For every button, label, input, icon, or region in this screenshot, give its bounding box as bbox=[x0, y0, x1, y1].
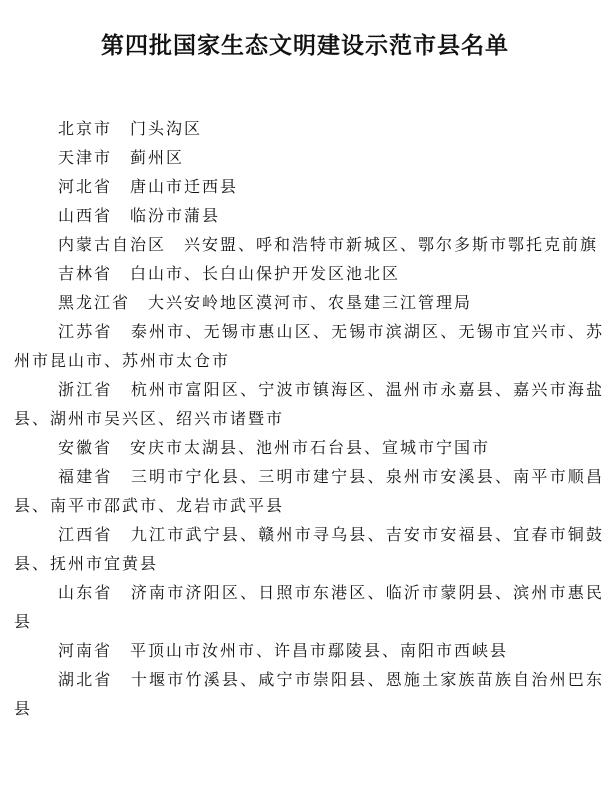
place-names: 安庆市太湖县、池州市石台县、宣城市宁国市 bbox=[130, 438, 491, 457]
list-item bbox=[14, 230, 604, 259]
region-name: 北京市 bbox=[58, 119, 113, 138]
list-item bbox=[14, 259, 604, 288]
place-names: 济南市济阳区、日照市东港区、临沂市蒙阴县、滨州市惠民县 bbox=[14, 583, 604, 631]
place-names: 杭州市富阳区、宁波市镇海区、温州市永嘉县、嘉兴市海盐县、湖州市吴兴区、绍兴市诸暨市 bbox=[14, 380, 604, 428]
list-item bbox=[14, 172, 604, 201]
list-item bbox=[14, 665, 604, 723]
region-name: 江苏省 bbox=[58, 322, 113, 341]
place-names: 大兴安岭地区漠河市、农垦建三江管理局 bbox=[148, 293, 473, 312]
place-names: 兴安盟、呼和浩特市新城区、鄂尔多斯市鄂托克前旗 bbox=[184, 235, 599, 254]
region-name: 黑龙江省 bbox=[58, 293, 131, 312]
list-item bbox=[14, 433, 604, 462]
place-names: 蓟州区 bbox=[130, 148, 185, 167]
region-name: 山西省 bbox=[58, 206, 113, 225]
region-name: 福建省 bbox=[58, 467, 113, 486]
list-item bbox=[14, 114, 604, 143]
entry-list bbox=[14, 114, 604, 723]
region-name: 山东省 bbox=[58, 583, 113, 602]
region-name: 天津市 bbox=[58, 148, 113, 167]
region-name: 河北省 bbox=[58, 177, 113, 196]
list-item bbox=[14, 317, 604, 375]
place-names: 临汾市蒲县 bbox=[130, 206, 221, 225]
region-name: 吉林省 bbox=[58, 264, 113, 283]
place-names: 白山市、长白山保护开发区池北区 bbox=[130, 264, 401, 283]
document-title: 第四批国家生态文明建设示范市县名单 bbox=[101, 32, 509, 59]
list-item bbox=[14, 375, 604, 433]
list-item bbox=[14, 462, 604, 520]
region-name: 安徽省 bbox=[58, 438, 113, 457]
region-name: 湖北省 bbox=[58, 670, 113, 689]
region-name: 浙江省 bbox=[58, 380, 113, 399]
place-names: 九江市武宁县、赣州市寻乌县、吉安市安福县、宜春市铜鼓县、抚州市宜黄县 bbox=[14, 525, 604, 573]
list-item bbox=[14, 520, 604, 578]
list-item bbox=[14, 143, 604, 172]
region-name: 内蒙古自治区 bbox=[58, 235, 167, 254]
list-item bbox=[14, 201, 604, 230]
place-names: 三明市宁化县、三明市建宁县、泉州市安溪县、南平市顺昌县、南平市邵武市、龙岩市武平县 bbox=[14, 467, 604, 515]
list-item bbox=[14, 288, 604, 317]
place-names: 门头沟区 bbox=[130, 119, 203, 138]
place-names: 平顶山市汝州市、许昌市鄢陵县、南阳市西峡县 bbox=[130, 641, 509, 660]
list-item bbox=[14, 578, 604, 636]
place-names: 十堰市竹溪县、咸宁市崇阳县、恩施土家族苗族自治州巴东县 bbox=[14, 670, 604, 718]
region-name: 江西省 bbox=[58, 525, 113, 544]
list-item bbox=[14, 636, 604, 665]
place-names: 唐山市迁西县 bbox=[130, 177, 239, 196]
place-names: 泰州市、无锡市惠山区、无锡市滨湖区、无锡市宜兴市、苏州市昆山市、苏州市太仓市 bbox=[14, 322, 604, 370]
region-name: 河南省 bbox=[58, 641, 113, 660]
